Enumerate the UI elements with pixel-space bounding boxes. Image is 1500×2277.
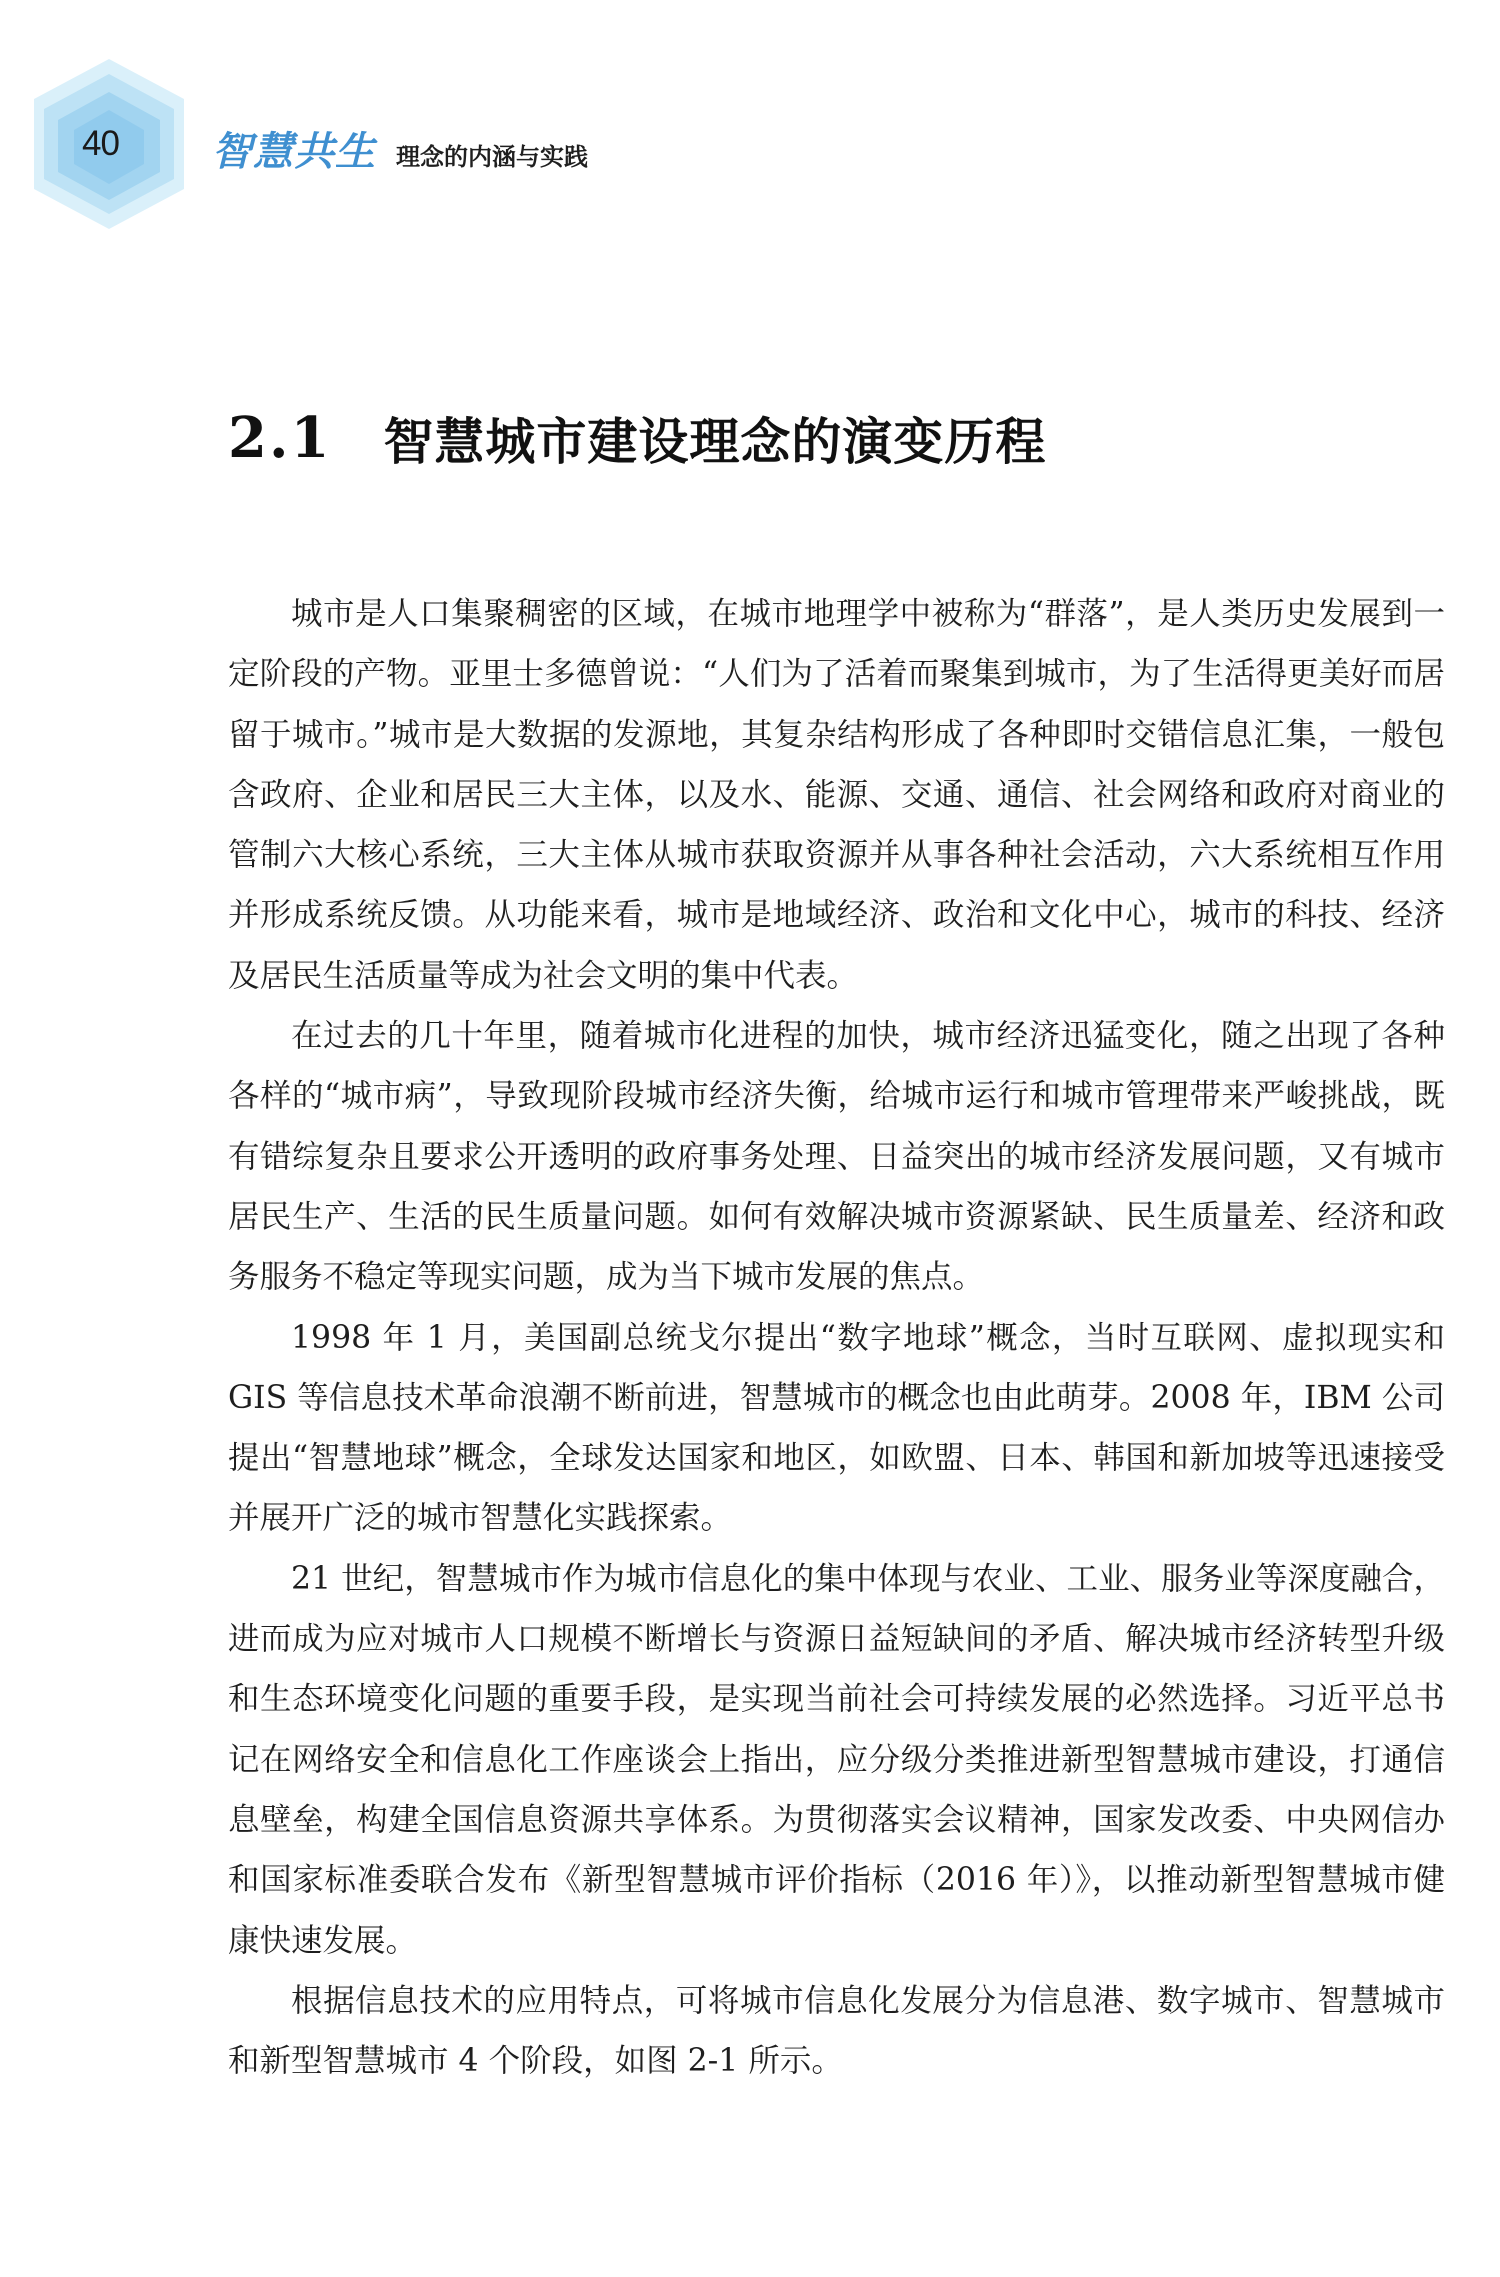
- book-title: 智慧共生: [212, 129, 376, 175]
- section-heading: [228, 398, 1046, 478]
- body-text: [228, 584, 1445, 2091]
- paragraph-3: 1998 年 1 月，美国副总统戈尔提出“数字地球”概念，当时互联网、虚拟现实和 GIS 等信息技术革命浪潮不断前进，智慧城市的概念也由此萌芽。2008 年，IBM 公司提出“智慧地球”概念，全球发达国家和地区，如欧盟、日本、韩国和新加坡等迅速接受并展开广泛的城市智慧化实践探索。: [228, 1319, 1445, 1537]
- page-number: 40: [82, 124, 119, 163]
- section-title: 智慧城市建设理念的演变历程: [383, 413, 1047, 471]
- section-number: 2.1: [228, 405, 332, 471]
- running-header: [0, 0, 1500, 240]
- paragraph-2: 在过去的几十年里，随着城市化进程的加快，城市经济迅猛变化，随之出现了各种各样的“城市病”，导致现阶段城市经济失衡，给城市运行和城市管理带来严峻挑战，既有错综复杂且要求公开透明的政府事务处理、日益突出的城市经济发展问题，又有城市居民生产、生活的民生质量问题。如何有效解决城市资源紧缺、民生质量差、经济和政务服务不稳定等现实问题，成为当下城市发展的焦点。: [228, 1018, 1445, 1296]
- paragraph-1: 城市是人口集聚稠密的区域，在城市地理学中被称为“群落”，是人类历史发展到一定阶段的产物。亚里士多德曾说：“人们为了活着而聚集到城市，为了生活得更美好而居留于城市。”城市是大数据的发源地，其复杂结构形成了各种即时交错信息汇集，一般包含政府、企业和居民三大主体，以及水、能源、交通、通信、社会网络和政府对商业的管制六大核心系统，三大主体从城市获取资源并从事各种社会活动，六大系统相互作用并形成系统反馈。从功能来看，城市是地域经济、政治和文化中心，城市的科技、经济及居民生活质量等成为社会文明的集中代表。: [228, 596, 1445, 994]
- paragraph-4: 21 世纪，智慧城市作为城市信息化的集中体现与农业、工业、服务业等深度融合，进而成为应对城市人口规模不断增长与资源日益短缺间的矛盾、解决城市经济转型升级和生态环境变化问题的重要手段，是实现当前社会可持续发展的必然选择。习近平总书记在网络安全和信息化工作座谈会上指出，应分级分类推进新型智慧城市建设，打通信息壁垒，构建全国信息资源共享体系。为贯彻落实会议精神，国家发改委、中央网信办和国家标准委联合发布《新型智慧城市评价指标（2016 年）》，以推动新型智慧城市健康快速发展。: [228, 1560, 1445, 1959]
- book-subtitle: 理念的内涵与实践: [396, 143, 588, 171]
- paragraph-5: 根据信息技术的应用特点，可将城市信息化发展分为信息港、数字城市、智慧城市和新型智慧城市 4 个阶段，如图 2-1 所示。: [228, 1982, 1445, 2080]
